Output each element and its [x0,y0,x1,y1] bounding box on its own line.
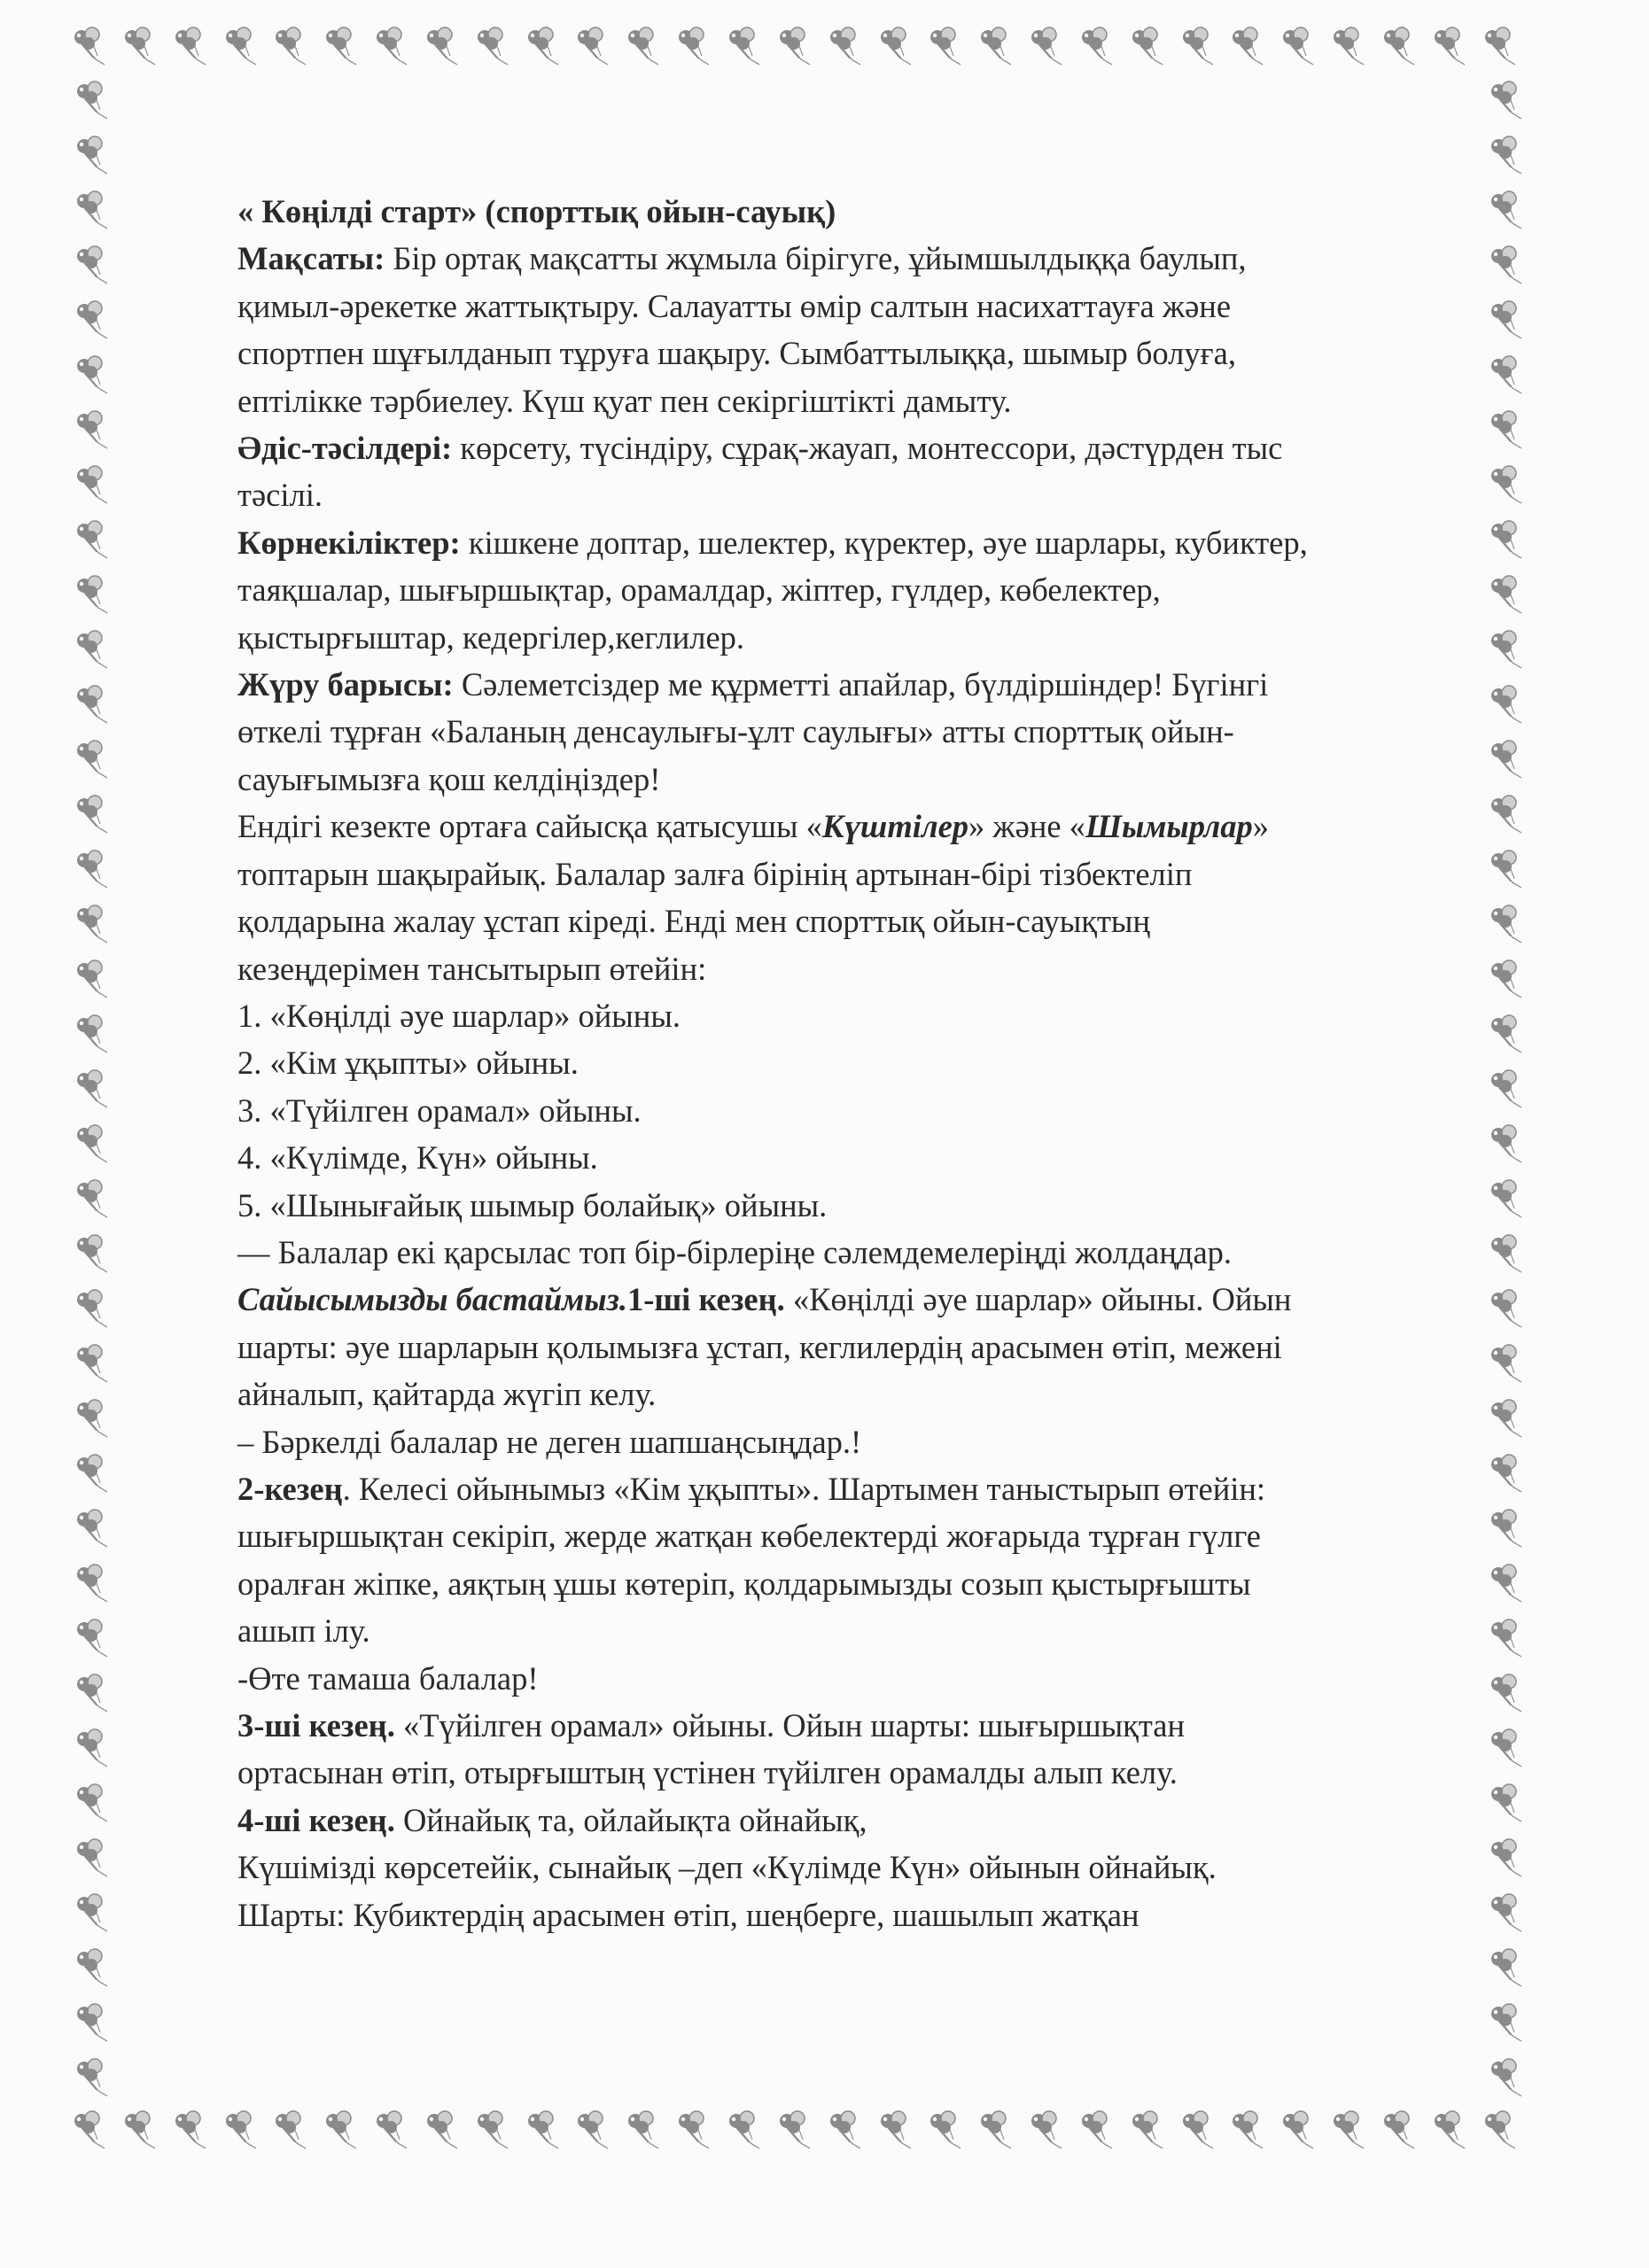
text-line [237,614,1496,661]
balloon-icon [1482,26,1524,68]
text-run: тәсілі. [237,477,323,514]
balloon-icon [1488,135,1530,177]
document-title: « Көңілді старт» (спорттық ойын-сауық) [237,193,836,229]
balloon-icon [1381,26,1423,68]
text-run: спортпен шұғылданып тұруға шақыру. Сымбаттылыққа, шымыр болуға, [237,335,1236,372]
balloon-icon [525,2109,567,2152]
balloon-icon [74,1233,116,1276]
balloon-icon [424,2109,466,2152]
balloon-icon [74,299,116,342]
text-line [237,566,1496,613]
balloon-icon [927,2109,969,2152]
balloon-icon [373,26,416,68]
balloon-icon [977,2109,1020,2152]
text-run: Күшімізді көрсетейік, сынайық –деп «Күлімде Күн» ойынын ойнайық. [237,1849,1217,1886]
balloon-icon [121,26,164,68]
text-run: «Түйілген орамал» ойыны. Ойын шарты: шығыршықтан [394,1707,1186,1744]
balloon-icon [74,245,116,287]
document-lines [237,235,1496,1938]
text-line [237,1702,1496,1749]
balloon-icon [74,574,116,617]
balloon-icon [1280,2109,1322,2152]
text-run: «Көңілді әуе шарлар» ойыны. Ойын [784,1281,1292,1318]
balloon-icon [74,1837,116,1880]
balloon-icon [74,1068,116,1111]
balloon-icon [74,1398,116,1441]
text-run: кезеңдерімен тансытырып өтейін: [237,950,707,987]
text-line [237,330,1496,377]
text-line [237,1039,1496,1086]
text-line [237,756,1496,803]
balloon-icon [74,464,116,507]
text-run: Шарты: Кубиктердің арасымен өтіп, шеңберге, шашылып жатқан [237,1896,1140,1933]
text-run: ептілікке тәрбиелеу. Күш қуат пен секіргіштікті дамыту. [237,382,1012,419]
balloon-icon [74,2057,116,2100]
balloon-icon [272,26,315,68]
text-line [237,1655,1496,1702]
balloon-icon [1229,2109,1272,2152]
text-run: Күштілер [821,808,969,845]
text-run: Ендігі кезекте ортаға сайысқа қатысушы « [237,808,822,845]
text-run: Көрнекіліктер: [237,524,461,561]
balloon-icon [1488,80,1530,122]
text-run: . Келесі ойынымыз «Кім ұқыпты». Шартымен таныстырып өтейін: [342,1470,1266,1507]
text-line [237,1418,1496,1465]
balloon-icon [74,959,116,1001]
text-run: қимыл-әрекетке жаттықтыру. Салауатты өмір салтын насихаттауға және [237,287,1232,324]
text-line [237,283,1496,330]
text-run: 2. «Кім ұқыпты» ойыны. [237,1045,579,1082]
text-line [237,1087,1496,1134]
balloon-icon [74,1288,116,1331]
balloon-icon [574,2109,617,2152]
text-run: сауығымызға қош келдіңіздер! [237,760,661,797]
text-run: айналып, қайтарда жүгіп келу. [237,1376,657,1413]
balloon-icon [74,1892,116,1935]
text-run: » және « [968,808,1085,845]
balloon-icon [877,2109,920,2152]
balloon-icon [827,2109,869,2152]
balloon-icon [726,26,768,68]
balloon-icon [74,849,116,891]
text-run: 5. «Шынығайық шымыр болайық» ойыны. [237,1186,828,1223]
balloon-icon [1179,26,1222,68]
text-run: көрсету, түсіндіру, сұрақ-жауап, монтессори, дәстүрден тыс [452,430,1283,467]
text-line [237,1749,1496,1796]
balloon-icon [1488,1947,1530,1990]
balloon-icon [1129,2109,1171,2152]
balloon-icon [1129,26,1171,68]
balloon-icon [373,2109,416,2152]
balloon-icon [726,2109,768,2152]
balloon-icon [74,684,116,726]
text-line [237,1891,1496,1938]
balloon-icon [74,135,116,177]
text-run: таяқшалар, шығыршықтар, орамалдар, жіптер, гүлдер, көбелектер, [237,571,1161,609]
balloon-icon [323,2109,365,2152]
text-line [237,1844,1496,1891]
text-run: — Балалар екі қарсылас топ бір-бірлеріңе сәлемдемелеріңді жолдаңдар. [237,1233,1233,1270]
balloon-icon [74,904,116,946]
text-line [237,1182,1496,1229]
balloon-icon [877,26,920,68]
balloon-icon [1078,2109,1121,2152]
balloon-icon [1488,2002,1530,2045]
text-run: шарты: әуе шарларын қолымызға ұстап, кеглилердің арасымен өтіп, межені [237,1328,1282,1365]
balloon-icon [74,1508,116,1550]
text-line [237,897,1496,944]
balloon-icon [74,354,116,397]
balloon-icon [74,1673,116,1715]
text-line [237,1134,1496,1181]
balloon-icon [74,1123,116,1166]
balloon-icon [272,2109,315,2152]
balloon-icon [1431,2109,1474,2152]
text-line [237,1797,1496,1844]
balloon-icon [172,26,214,68]
balloon-icon [74,1947,116,1990]
balloon-icon [71,26,113,68]
balloon-icon [474,2109,517,2152]
text-run: 4. «Күлімде, Күн» ойыны. [237,1139,598,1177]
text-run: Сайысымызды бастаймыз. [237,1281,627,1318]
balloon-icon [74,80,116,122]
balloon-icon [1078,26,1121,68]
text-run: -Өте тамаша балалар! [237,1659,539,1697]
balloon-icon [1280,26,1322,68]
text-run: 4-ші кезең. [237,1801,395,1838]
balloon-icon [1028,26,1070,68]
text-run: Жүру барысы: [237,666,454,703]
balloon-icon [71,2109,113,2152]
text-line [237,1229,1496,1276]
balloon-icon [927,26,969,68]
balloon-icon [625,26,667,68]
balloon-icon [424,26,466,68]
text-run: өткелі тұрған «Баланың денсаулығы-ұлт саулығы» атты спорттық ойын- [237,713,1234,750]
balloon-icon [1330,2109,1373,2152]
text-run: 1. «Көңілді әуе шарлар» ойыны. [237,997,681,1034]
balloon-icon [74,1618,116,1660]
text-run: қыстырғыштар, кедергілер,кеглилер. [237,618,745,656]
text-run: қолдарына жалау ұстап кіреді. Енді мен спорттық ойын-сауықтың [237,903,1150,940]
balloon-icon [474,26,517,68]
balloon-icon [74,794,116,836]
balloon-icon [1381,2109,1423,2152]
text-line [237,850,1496,897]
balloon-icon [74,519,116,562]
text-run: Шымырлар [1085,808,1253,845]
text-line [237,945,1496,992]
balloon-icon [74,190,116,232]
text-line [237,992,1496,1039]
text-run: ашып ілу. [237,1612,370,1650]
balloon-icon [74,409,116,452]
balloon-icon [172,2109,214,2152]
text-run: Ойнайық та, ойлайықта ойнайық, [394,1801,867,1838]
text-line [237,661,1496,708]
balloon-icon [675,26,718,68]
text-run: Бір ортақ мақсатты жұмыла бірігуге, ұйымшылдыққа баулып, [385,240,1247,277]
balloon-icon [827,26,869,68]
balloon-icon [74,1343,116,1386]
text-run: ортасынан өтіп, отырғыштың үстінен түйілген орамалды алып келу. [237,1754,1178,1791]
text-run: шығыршықтан секіріп, жерде жатқан көбелектерді жоғарыда тұрған гүлге [237,1518,1262,1555]
text-run: 1-ші кезең. [626,1281,785,1318]
balloon-icon [74,1563,116,1605]
text-run: Мақсаты: [237,240,385,277]
balloon-icon [74,1453,116,1495]
balloon-icon [1488,2057,1530,2100]
balloon-icon [1229,26,1272,68]
balloon-icon [1179,2109,1222,2152]
balloon-icon [675,2109,718,2152]
balloon-icon [222,26,265,68]
text-run: кішкене доптар, шелектер, күректер, әуе шарлары, кубиктер, [460,524,1308,561]
balloon-icon [74,2002,116,2045]
balloon-icon [776,26,819,68]
text-line [237,1276,1496,1323]
text-line [237,1607,1496,1654]
text-run: – Бәркелді балалар не деген шапшаңсыңдар.! [237,1423,862,1460]
text-line [237,708,1496,755]
text-line [237,1560,1496,1607]
text-run: 3-ші кезең. [237,1707,395,1744]
text-line [237,1324,1496,1371]
balloon-icon [525,26,567,68]
balloon-icon [74,1178,116,1221]
text-line [237,1371,1496,1418]
text-run: топтарын шақырайық. Балалар залға бірінің артынан-бірі тізбектеліп [237,855,1193,892]
balloon-icon [74,1783,116,1825]
balloon-icon [74,1728,116,1770]
text-line [237,424,1496,471]
balloon-icon [574,26,617,68]
text-run: 2-кезең [237,1470,343,1507]
balloon-icon [977,26,1020,68]
text-line [237,1465,1496,1512]
balloon-icon [121,2109,164,2152]
balloon-icon [625,2109,667,2152]
balloon-border-top [71,16,1524,78]
text-run: Әдіс-тәсілдері: [237,430,453,467]
balloon-icon [323,26,365,68]
balloon-border-left [64,80,126,2100]
balloon-icon [74,1014,116,1056]
balloon-icon [1028,2109,1070,2152]
text-run: » [1252,808,1270,845]
balloon-icon [222,2109,265,2152]
text-line [237,519,1496,566]
text-line [237,803,1496,850]
balloon-icon [74,739,116,781]
balloon-icon [74,629,116,672]
text-line [237,1512,1496,1559]
balloon-icon [1431,26,1474,68]
text-run: оралған жіпке, аяқтың ұшы көтеріп, қолдарымызды созып қыстырғышты [237,1565,1251,1602]
text-run: 3. «Түйілген орамал» ойыны. [237,1091,642,1129]
balloon-border-bottom [71,2100,1524,2162]
balloon-icon [776,2109,819,2152]
document-body [237,188,1496,1938]
balloon-icon [1482,2109,1524,2152]
text-line [237,471,1496,518]
text-line [237,377,1496,424]
text-run: Сәлеметсіздер ме құрметті апайлар, бүлдіршіндер! Бүгінгі [453,666,1269,703]
text-line [237,235,1496,282]
balloon-icon [1330,26,1373,68]
